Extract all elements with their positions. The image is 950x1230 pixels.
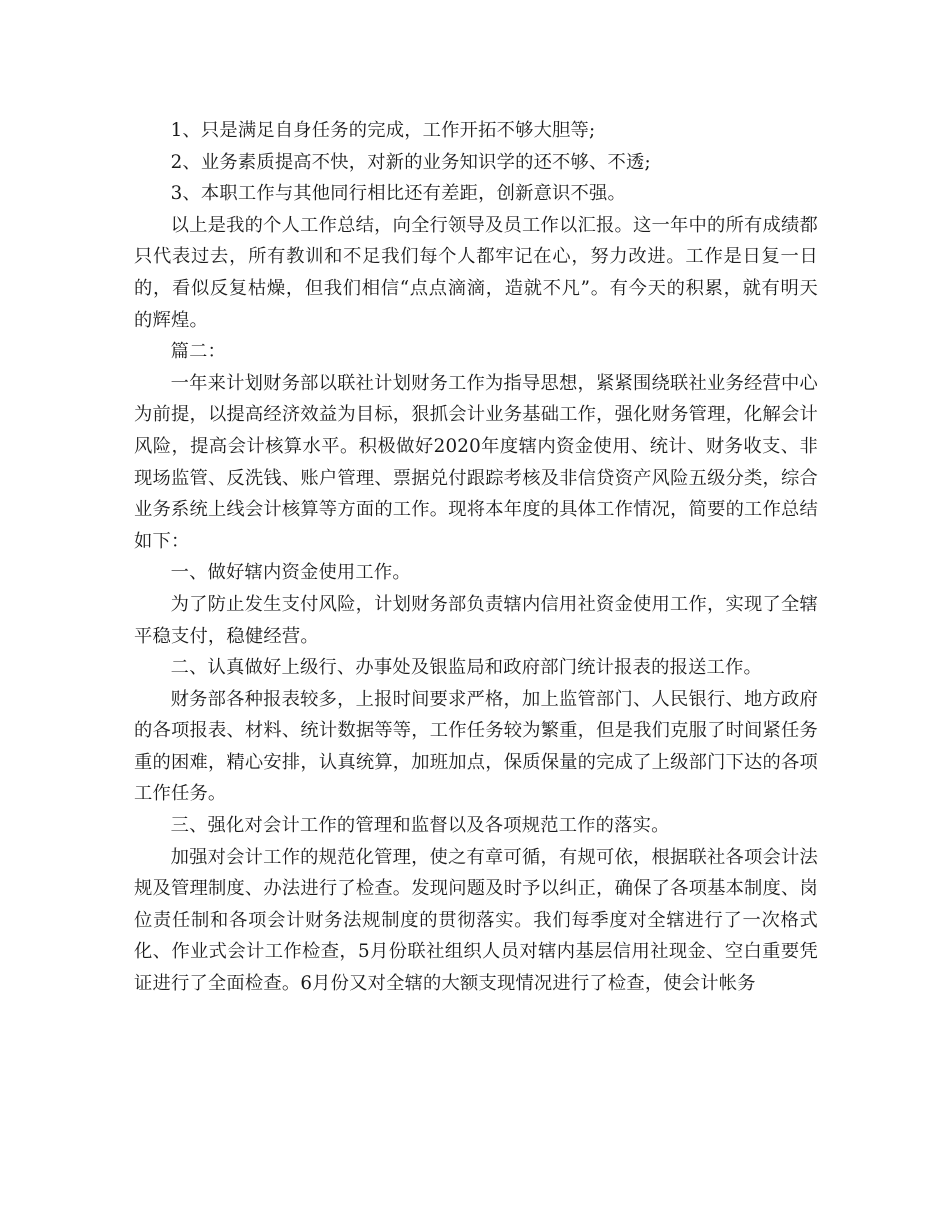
section-3-paragraph: 加强对会计工作的规范化管理，使之有章可循，有规可依，根据联社各项会计法规及管理制度、办法进行了检查。发现问题及时予以纠正，确保了各项基本制度、岗位责任制和各项会计财务法规制度的贯彻落实。我们每季度对全辖进行了一次格式化、作业式会计工作检查，5月份联社组织人员对辖内基层信用社现金、空白重要凭证进行了全面检查。6月份又对全辖的大额支现情况进行了检查，使会计帐务 (134, 846, 818, 995)
list-item-2: 2、业务素质提高不快，对新的业务知识学的还不够、不透; (170, 151, 651, 173)
list-item-3: 3、本职工作与其他同行相比还有差距，创新意识不强。 (170, 183, 626, 205)
summary-paragraph: 以上是我的个人工作总结，向全行领导及员工作以汇报。这一年中的所有成绩都只代表过去，所有教训和不足我们每个人都牢记在心，努力改进。工作是日复一日的，看似反复枯燥，但我们相信“点点滴滴，造就不凡”。有今天的积累，就有明天的辉煌。 (134, 214, 818, 331)
section-heading-part-two: 篇二： (170, 341, 227, 363)
section-heading-1: 一、做好辖内资金使用工作。 (170, 562, 411, 584)
intro-paragraph: 一年来计划财务部以联社计划财务工作为指导思想，紧紧围绕联社业务经营中心为前提，以提高经济效益为目标，狠抓会计业务基础工作，强化财务管理，化解会计风险，提高会计核算水平。积极做好2020年度辖内资金使用、统计、财务收支、非现场监管、反洗钱、账户管理、票据兑付跟踪考核及非信贷资产风险五级分类，综合业务系统上线会计核算等方面的工作。现将本年度的具体工作情况，简要的工作总结如下： (134, 372, 818, 552)
section-1-paragraph: 为了防止发生支付风险，计划财务部负责辖内信用社资金使用工作，实现了全辖平稳支付，稳健经营。 (134, 593, 818, 647)
list-item-1: 1、只是满足自身任务的完成，工作开拓不够大胆等; (170, 120, 596, 141)
section-heading-2: 二、认真做好上级行、办事处及银监局和政府部门统计报表的报送工作。 (170, 657, 762, 679)
document-body (134, 115, 818, 1000)
section-heading-3: 三、强化对会计工作的管理和监督以及各项规范工作的落实。 (170, 815, 670, 837)
section-2-paragraph: 财务部各种报表较多，上报时间要求严格，加上监管部门、人民银行、地方政府的各项报表、材料、统计数据等等，工作任务较为繁重，但是我们克服了时间紧任务重的困难，精心安排，认真统算，加班加点，保质保量的完成了上级部门下达的各项工作任务。 (134, 688, 818, 805)
